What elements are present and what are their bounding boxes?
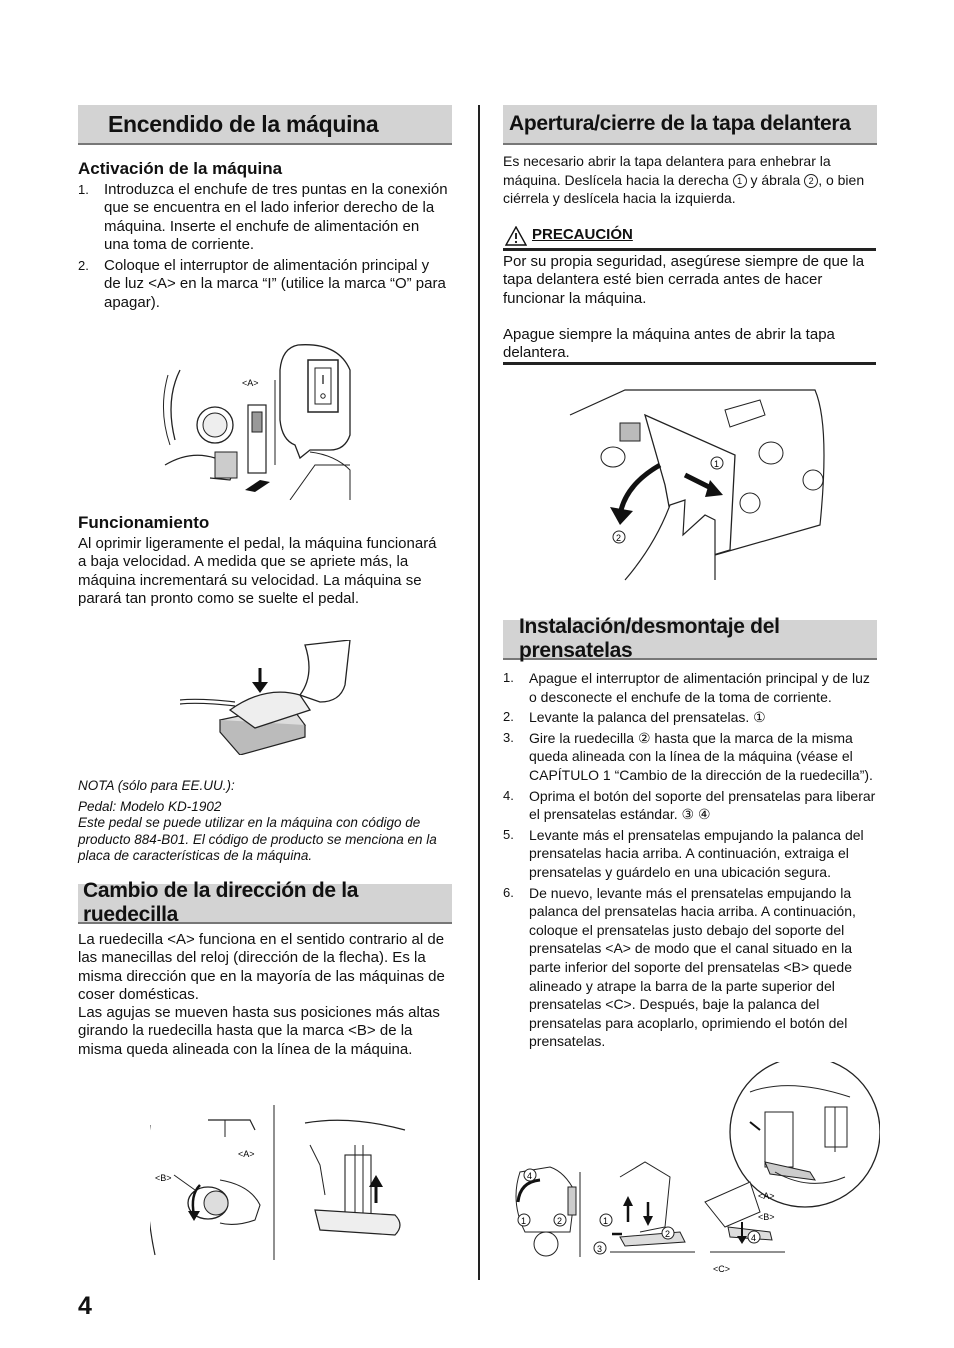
- caution-text: Por su propia seguridad, asegúrese siempre de que la tapa delantera esté bien cerrada antes de hacer funcionar la máquina. Apague siempre la máquina antes de abrir la tapa delantera.: [503, 253, 865, 362]
- subtitle-activation: Activación de la máquina: [78, 159, 283, 178]
- section-title: Encendido de la máquina: [108, 110, 379, 137]
- list-item: 6. De nuevo, levante más el prensatelas empujando la palanca del prensatelas hacia arriba. A continuación, coloque el prensatelas justo debajo del soporte del prensatelas <A> de modo que el canal situado en la parte inferior del soporte del prensatelas <B> quede alineado y atrape la barra de la parte superior del prensatelas <C>. Después, baje la palanca del prensatelas para acoplarlo, oprimiendo el botón del prensatelas.: [503, 884, 856, 1050]
- warning-icon: [505, 226, 527, 246]
- svg-text:2: 2: [665, 1229, 671, 1239]
- section-header-cover: [503, 105, 877, 145]
- section-header-power: [78, 105, 452, 145]
- note-usa: NOTA (sólo para EE.UU.): Pedal: Modelo KD-1902 Este pedal se puede utilizar en la máquina con código de producto 884-B01. El código de producto se menciona en la placa de características de la máquina.: [78, 778, 437, 863]
- svg-text:4: 4: [751, 1233, 757, 1243]
- marker-2: 2: [804, 174, 818, 188]
- svg-text:2: 2: [557, 1216, 563, 1226]
- svg-text:1: 1: [521, 1216, 527, 1226]
- list-item: 1. Introduzca el enchufe de tres puntas en la conexión que se encuentra en el lado inferior derecho de la máquina. Inserte el enchufe de alimentación en una toma de corriente.: [78, 181, 448, 253]
- list-item: 4. Oprima el botón del soporte del prensatelas para liberar el prensatelas estándar. ③ ④: [503, 787, 876, 823]
- section-header-wheel: [78, 879, 452, 926]
- page-number: 4: [78, 1292, 92, 1320]
- caution-title: PRECAUCIÓN: [532, 226, 633, 243]
- handwheel-illustration: [150, 1105, 410, 1265]
- svg-text:3: 3: [597, 1244, 603, 1254]
- subtitle-operation: Funcionamiento: [78, 513, 210, 532]
- label-a: <A>: [238, 1149, 255, 1159]
- steps-activation: [78, 181, 448, 314]
- cover-text: Es necesario abrir la tapa delantera para enhebrar la máquina. Deslícela hacia la derecha 1 y ábrala 2 , o bien ciérrela y deslícela hacia la izquierda.: [503, 153, 865, 207]
- label-a: <A>: [758, 1191, 775, 1201]
- operation-text: Al oprimir ligeramente el pedal, la máquina funcionará a baja velocidad. A medida que se apriete más, la máquina incrementará su velocidad. La máquina se parará tan pronto como se suelte el pedal.: [78, 535, 437, 607]
- column-divider: [478, 105, 480, 1280]
- label-b: <B>: [155, 1173, 172, 1183]
- marker-1: 1: [733, 174, 747, 188]
- list-item: 1. Apague el interruptor de alimentación principal y de luz o desconecte el enchufe de la toma de corriente.: [503, 670, 870, 705]
- svg-text:2: 2: [616, 533, 622, 543]
- section-title: Instalación/desmontaje del prensatelas: [519, 615, 780, 662]
- caution-rule-bottom: [503, 362, 876, 365]
- power-switch-illustration: [160, 340, 360, 500]
- svg-text:1: 1: [603, 1216, 609, 1226]
- list-item: 2. Coloque el interruptor de alimentación principal y de luz <A> en la marca “I” (utilice la marca “O” para apagar).: [78, 257, 446, 311]
- label-c: <C>: [713, 1264, 731, 1274]
- wheel-text: La ruedecilla <A> funciona en el sentido contrario al de las manecillas del reloj (dirección de la flecha). Es la misma dirección que en la mayoría de las máquinas de coser domésticas. Las agujas se mueven hasta sus posiciones más altas girando la ruedecilla hasta que la marca <B> de la misma queda alineada con la línea de la máquina.: [78, 931, 445, 1058]
- svg-text:1: 1: [714, 459, 720, 469]
- list-item: 5. Levante más el prensatelas empujando la palanca del prensatelas hacia arriba. A continuación, extraiga el prensatelas y guárdelo en una ubicación segura.: [503, 826, 864, 880]
- foot-pedal-illustration: [180, 640, 360, 755]
- caution-rule-top: [503, 248, 876, 251]
- section-title: Cambio de la dirección de la ruedecilla: [83, 879, 359, 926]
- section-title: Apertura/cierre de la tapa delantera: [509, 112, 851, 135]
- list-item: 2. Levante la palanca del prensatelas. ①: [503, 709, 766, 726]
- front-cover-illustration: [565, 385, 835, 585]
- label-a: <A>: [242, 378, 259, 388]
- svg-text:4: 4: [527, 1171, 533, 1181]
- steps-presser-foot: [503, 669, 877, 1053]
- section-header-presser-foot: [503, 615, 877, 662]
- presser-foot-illustration: [510, 1062, 880, 1277]
- list-item: 3. Gire la ruedecilla ② hasta que la marca de la misma queda alineada con la línea de la máquina (véase el CAPÍTULO 1 “Cambio de la dirección de la ruedecilla”).: [503, 729, 873, 783]
- label-b: <B>: [758, 1212, 775, 1222]
